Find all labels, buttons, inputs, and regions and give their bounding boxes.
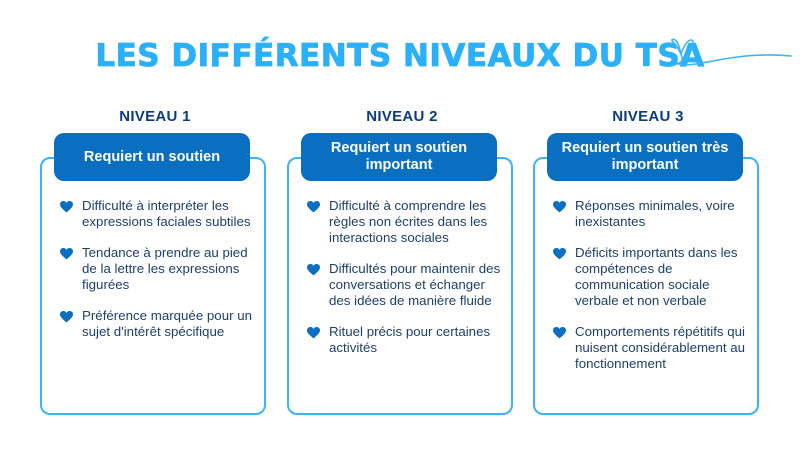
list-item bbox=[60, 245, 260, 293]
support-badge: Requiert un soutien bbox=[54, 133, 250, 181]
level-label: NIVEAU 1 bbox=[119, 108, 191, 125]
list-item-text: Réponses minimales, voire inexistantes bbox=[575, 198, 735, 229]
heart-icon bbox=[60, 201, 73, 213]
level-3-column bbox=[533, 108, 763, 371]
list-item bbox=[60, 308, 260, 340]
heart-icon bbox=[553, 201, 566, 213]
heart-icon bbox=[553, 327, 566, 339]
heart-icon bbox=[553, 248, 566, 260]
heart-icon bbox=[60, 311, 73, 323]
symptom-list bbox=[60, 198, 260, 355]
list-item bbox=[553, 198, 753, 230]
list-item bbox=[307, 198, 507, 246]
level-label: NIVEAU 3 bbox=[612, 108, 684, 125]
support-badge: Requiert un soutien important bbox=[301, 133, 497, 181]
list-item-text: Rituel précis pour certaines activités bbox=[329, 324, 491, 355]
level-1-column bbox=[40, 108, 270, 339]
heart-icon bbox=[307, 264, 320, 276]
heart-icon bbox=[60, 248, 73, 260]
level-label: NIVEAU 2 bbox=[366, 108, 438, 125]
heart-line-decoration-icon bbox=[663, 36, 793, 72]
list-item bbox=[553, 245, 753, 309]
list-item-text: Difficulté à comprendre les règles non écrites dans les interactions sociales bbox=[329, 198, 488, 245]
support-badge: Requiert un soutien très important bbox=[547, 133, 743, 181]
list-item-text: Déficits importants dans les compétences de communication sociale verbale et non verbale bbox=[575, 245, 738, 308]
list-item-text: Comportements répétitifs qui nuisent considérablement au fonctionnement bbox=[575, 324, 746, 371]
list-item-text: Difficultés pour maintenir des conversations et échanger des idées de manière fluide bbox=[329, 261, 501, 308]
list-item bbox=[307, 324, 507, 356]
heart-icon bbox=[307, 201, 320, 213]
symptom-list bbox=[553, 198, 753, 387]
list-item-text: Difficulté à interpréter les expressions faciales subtiles bbox=[82, 198, 251, 229]
symptom-list bbox=[307, 198, 507, 371]
list-item bbox=[307, 261, 507, 309]
list-item bbox=[60, 198, 260, 230]
list-item-text: Préférence marquée pour un sujet d'intérêt spécifique bbox=[82, 308, 253, 339]
list-item bbox=[553, 324, 753, 372]
heart-icon bbox=[307, 327, 320, 339]
list-item-text: Tendance à prendre au pied de la lettre les expressions figurées bbox=[82, 245, 248, 292]
level-2-column bbox=[287, 108, 517, 355]
page-title: LES DIFFÉRENTS NIVEAUX DU TSA bbox=[95, 38, 705, 74]
